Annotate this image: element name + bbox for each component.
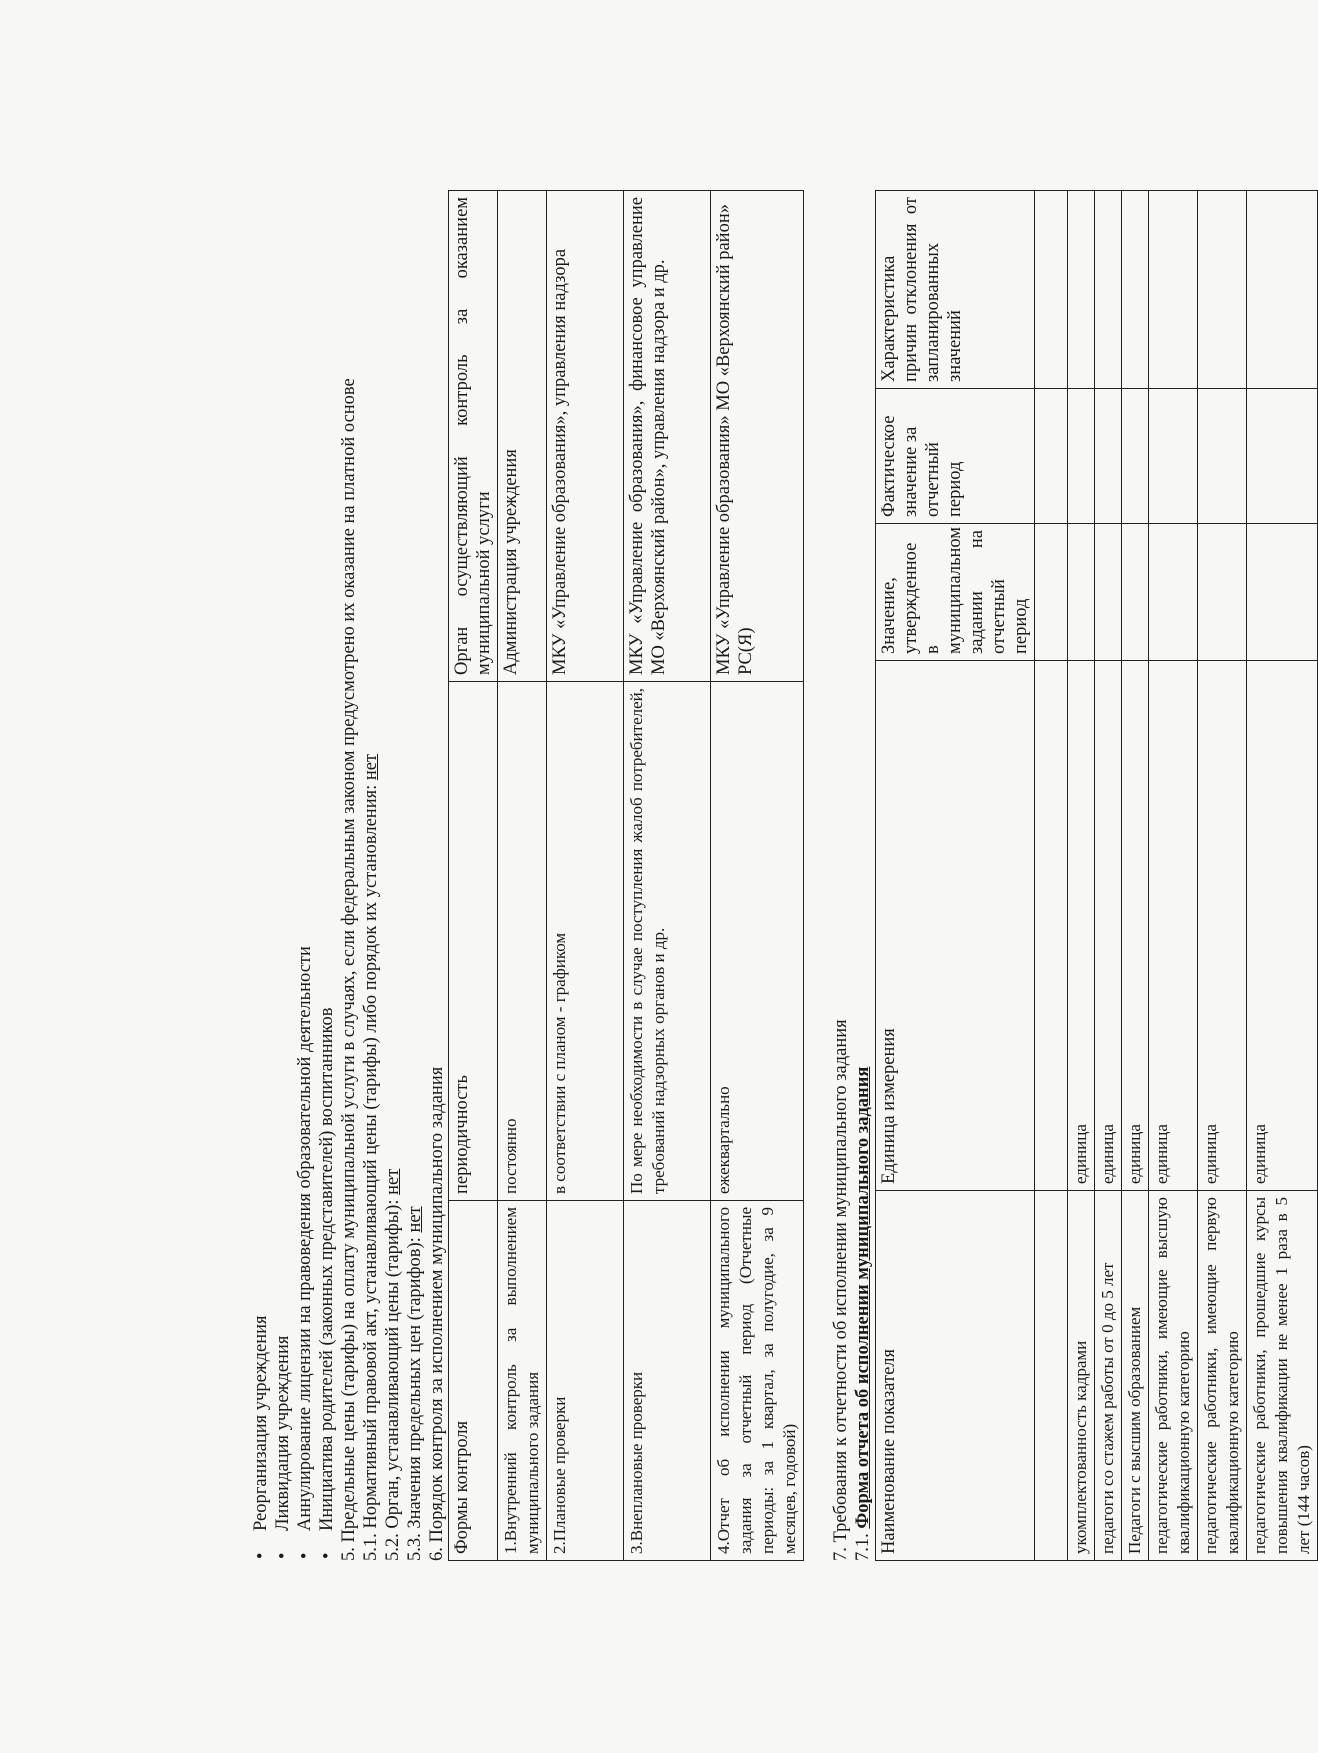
section-5-3: 5.3. Значения предельных цен (тарифов): нет: [405, 1206, 425, 1561]
table-cell: единица: [1247, 661, 1318, 1191]
table-cell: педагогические работники, имеющие первую квалификационную категорию: [1198, 1191, 1247, 1561]
bullet-item: • Инициатива родителей (законных представителей) воспитанников: [316, 191, 338, 1561]
table-row: [1149, 191, 1198, 1561]
table-cell: Педагоги с высшим образованием: [1122, 1191, 1149, 1561]
table-header-row: [449, 191, 498, 1561]
table-row: [1198, 191, 1247, 1561]
table-cell: педагоги со стажем работы от 0 до 5 лет: [1095, 1191, 1122, 1561]
table-cell: укомплектованность кадрами: [1068, 1191, 1095, 1561]
table-cell: ежеквартально: [711, 682, 804, 1201]
section-7-title: 7. Требования к отчетности об исполнении муниципального задания: [831, 1019, 851, 1561]
table-cell: педагогические работники, прошедшие курсы повышения квалификации не менее 1 раза в 5 лет (144 часов): [1247, 1191, 1318, 1561]
table-row: [498, 191, 547, 1561]
table-header-cell: Характеристика причин отклонения от запланированных значений: [876, 191, 1035, 389]
table-header-cell: Формы контроля: [449, 1201, 498, 1561]
table-row: [547, 191, 624, 1561]
section-5-2: 5.2. Орган, устанавливающий цены (тарифы): нет: [383, 1168, 403, 1561]
table-header-cell: Единица измерения: [876, 661, 1035, 1191]
report-table: [875, 190, 1318, 1561]
table-row: [1068, 191, 1095, 1561]
table-cell: единица: [1149, 661, 1198, 1191]
table-row: [1122, 191, 1149, 1561]
document-sheet: [95, 191, 1313, 1561]
table-cell: единица: [1095, 661, 1122, 1191]
table-cell: МКУ «Управление образования», финансовое управление МО «Верхоянский район», управления надзора и др.: [624, 191, 711, 682]
table-cell: 2.Плановые проверки: [547, 1201, 624, 1561]
table-header-cell: Значение, утвержденное в муниципальном задании на отчетный период: [876, 524, 1035, 661]
table-cell: единица: [1122, 661, 1149, 1191]
control-table: [448, 190, 804, 1561]
table-cell: 4.Отчет об исполнении муниципального задания за отчетный период (Отчетные периоды: за 1 квартал, за полугодие, за 9 месяцев, годовой): [711, 1201, 804, 1561]
table-row: [711, 191, 804, 1561]
table-header-cell: Наименование показателя: [876, 1191, 1035, 1561]
table-cell: 1.Внутренний контроль за выполнением муниципального задания: [498, 1201, 547, 1561]
table-cell: педагогические работники, имеющие высшую квалификационную категорию: [1149, 1191, 1198, 1561]
table-cell: МКУ «Управление образования» МО «Верхоянский район» РС(Я): [711, 191, 804, 682]
table-cell: единица: [1198, 661, 1247, 1191]
section-7: [830, 191, 874, 1561]
bullet-item: • Аннулирование лицензии на правоведения образовательной деятельности: [294, 191, 316, 1561]
table-cell: в соответствии с планом - графиком: [547, 682, 624, 1201]
rotated-content: [95, 156, 1313, 1596]
section-5-title: 5. Предельные цены (тарифы) на оплату муниципальной услуги в случаях, если федеральным законом предусмотрено их оказание на платной основе: [339, 378, 359, 1561]
table-cell: единица: [1068, 661, 1095, 1191]
table-cell: постоянно: [498, 682, 547, 1201]
section-7-1-title: 7.1. Форма отчета об исполнении муниципального задания: [853, 1066, 873, 1561]
table-row: [624, 191, 711, 1561]
table-cell: 3.Внеплановые проверки: [624, 1201, 711, 1561]
section-5-1: 5.1. Нормативный правовой акт, устанавливающий цены (тарифы) либо порядок их установления: нет: [361, 753, 381, 1561]
table-header-row: [876, 191, 1035, 1561]
table-cell: По мере необходимости в случае поступления жалоб потребителей, требований надзорных органов и др.: [624, 682, 711, 1201]
table-cell: МКУ «Управление образования», управления надзора: [547, 191, 624, 682]
table-row: [1035, 191, 1068, 1561]
table-row: [1247, 191, 1318, 1561]
table-row: [1095, 191, 1122, 1561]
top-section: [250, 191, 448, 1561]
bullet-item: • Реорганизация учреждения: [250, 191, 272, 1561]
table-header-cell: периодичность: [449, 682, 498, 1201]
table-header-cell: Фактическое значение за отчетный период: [876, 389, 1035, 524]
table-header-cell: Орган осуществляющий контроль за оказанием муниципальной услуги: [449, 191, 498, 682]
bullet-item: • Ликвидация учреждения: [272, 191, 294, 1561]
table-cell: Администрация учреждения: [498, 191, 547, 682]
section-6-title: 6. Порядок контроля за исполнением муниципального задания: [427, 1066, 447, 1561]
